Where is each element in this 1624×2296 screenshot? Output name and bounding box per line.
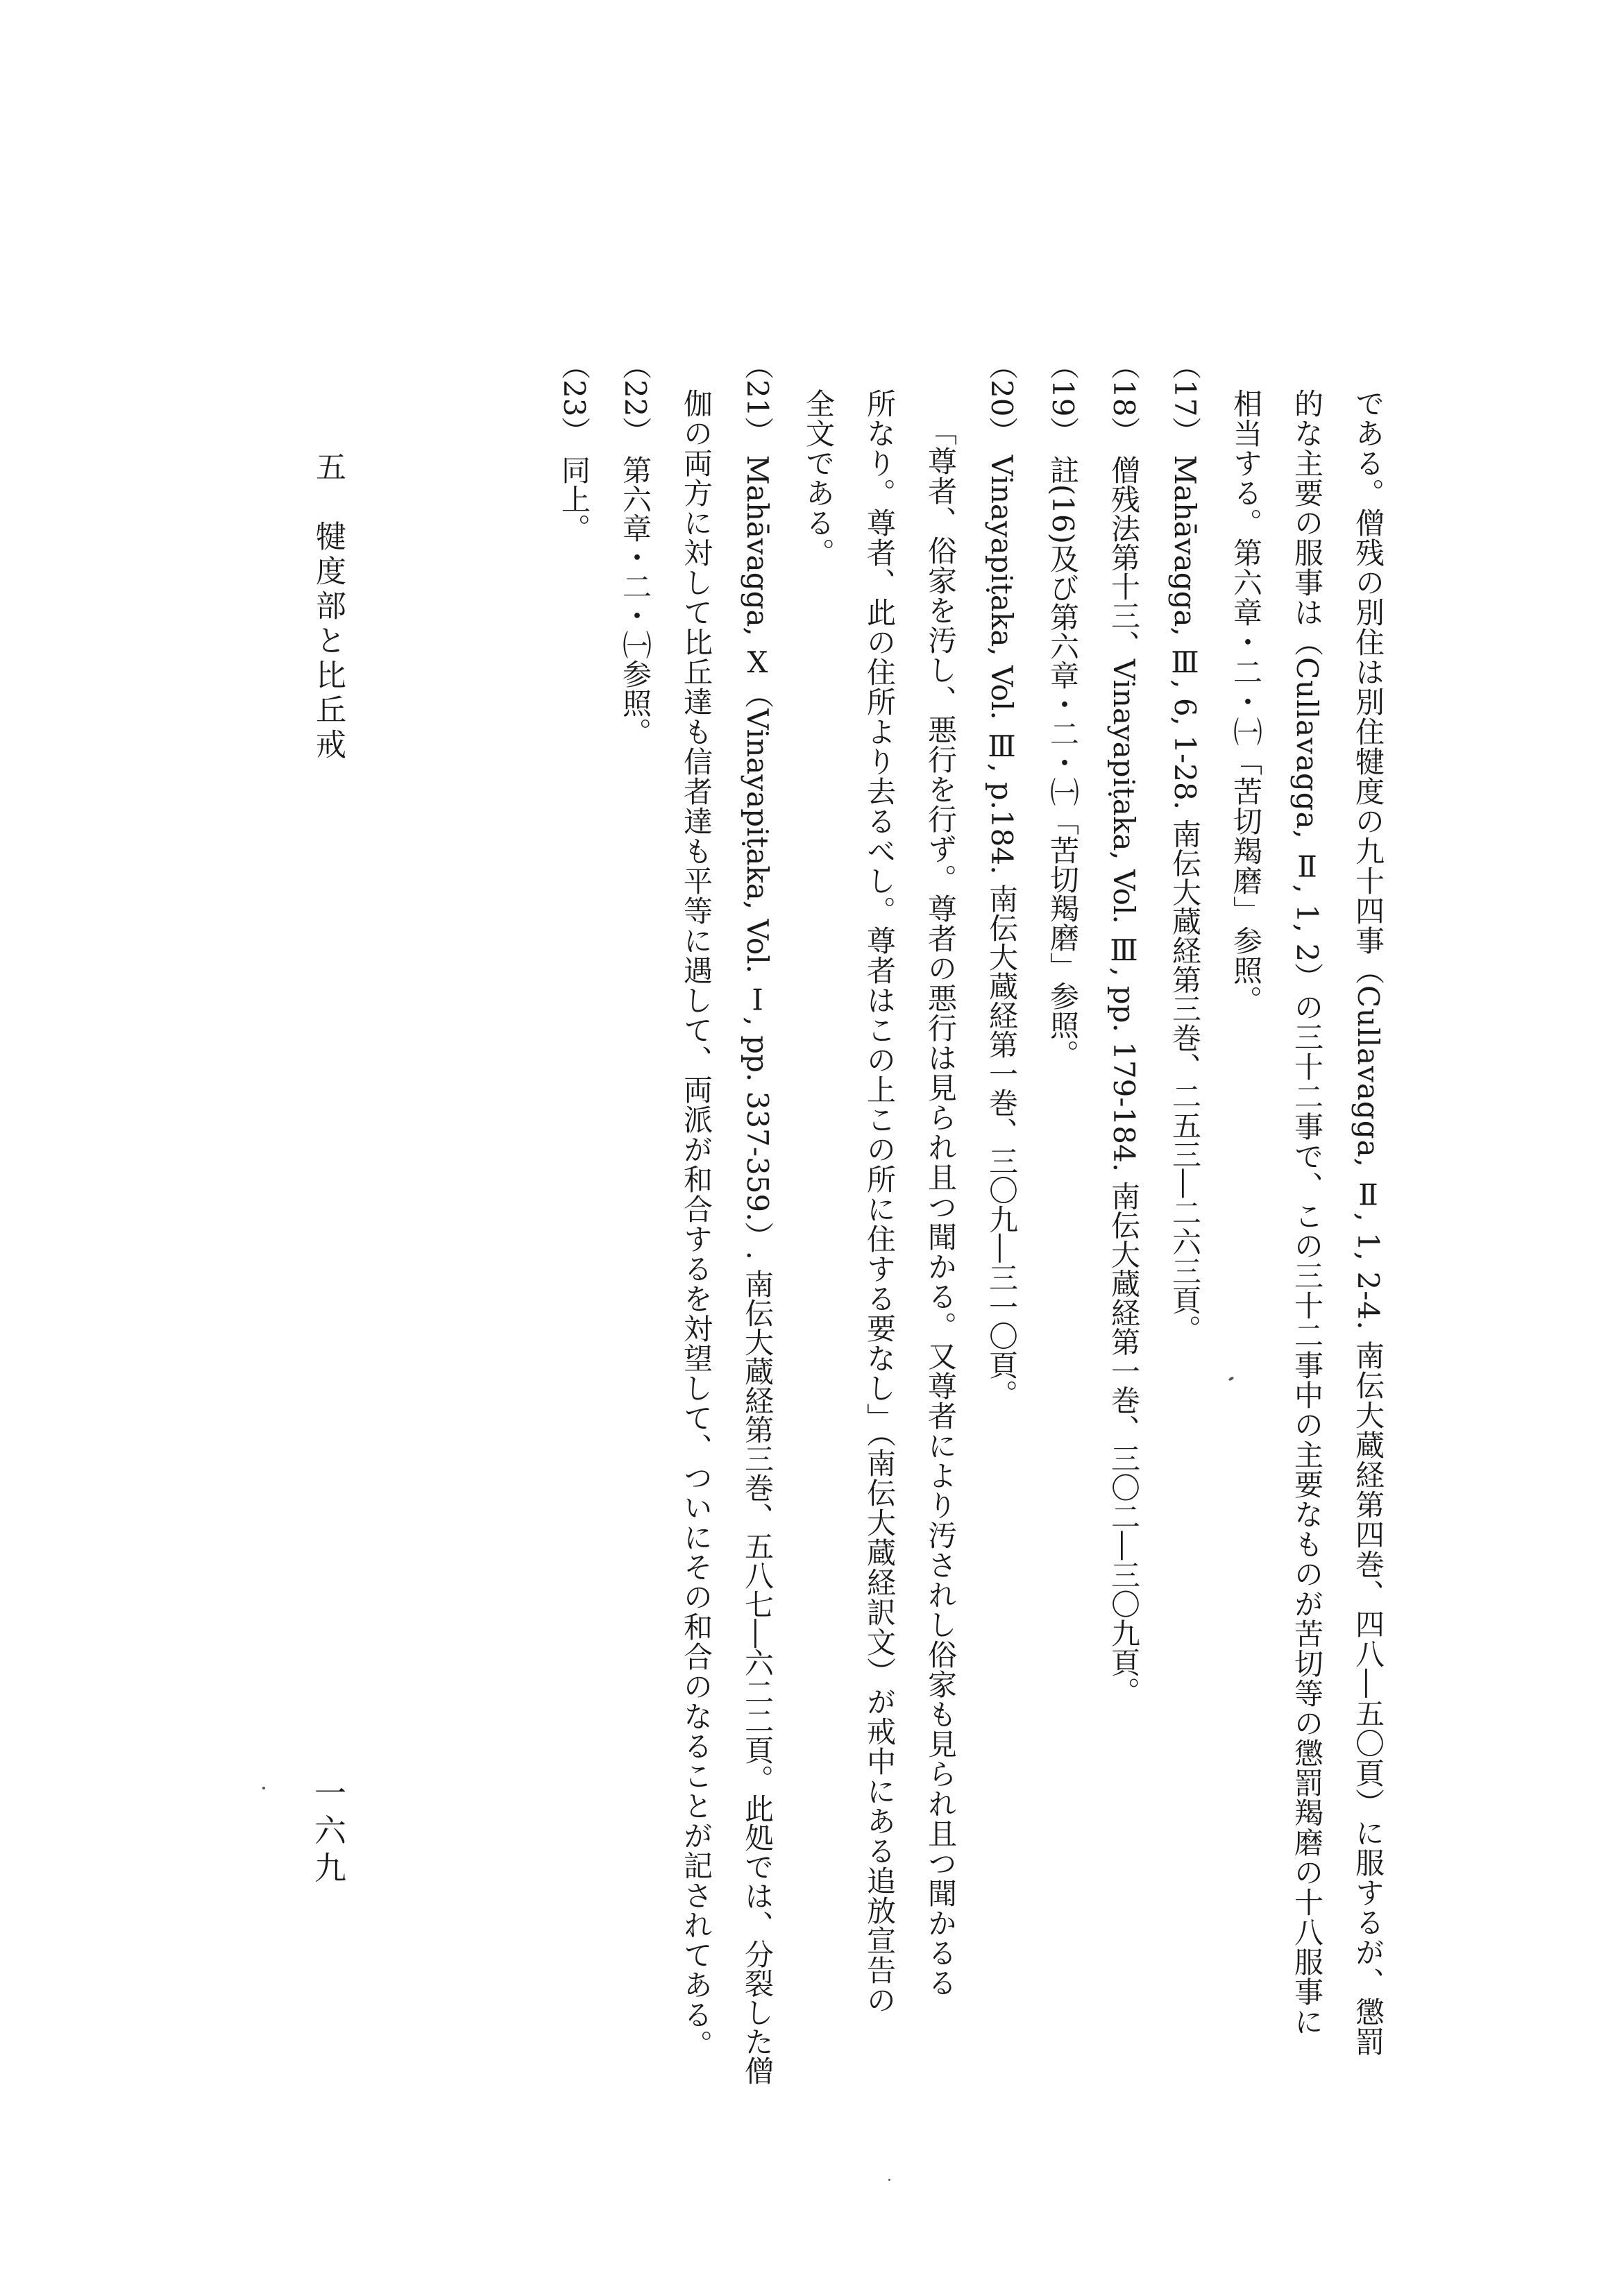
scan-speck [262, 1787, 265, 1789]
note-21: （21） Mahāvagga, Ⅹ（Vinayapiṭaka, Vol. Ⅰ, pp. 337-359.）. 南伝大蔵経第三巻、五八七―六二二頁。此処では、分裂した僧 [741, 350, 775, 2086]
note-21-cont: 伽の両方に対して比丘達も信者達も平等に遇して、両派が和合するを対望して、ついにその和合のなることが記されてある。 [679, 389, 713, 2059]
note-20-quote-line3: 全文である。 [802, 389, 836, 568]
note-18: （18） 僧残法第十三、Vinayapiṭaka, Vol. Ⅲ, pp. 179-184. 南伝大蔵経第一巻、三〇二―三〇九頁。 [1107, 350, 1141, 1706]
note-22: （22） 第六章・二・㈠参照。 [618, 350, 652, 747]
note-16-cont-line2: 的な主要の服事は（Cullavagga, Ⅱ, 1, 2）の三十二事で、この三十二事中の主要なものが苦切等の懲罰羯磨の十八服事に [1290, 389, 1324, 2037]
note-20-quote-line2: 所なり。尊者、此の住所より去るべし。尊者はこの上この所に住する要なし」（南伝大蔵経訳文）が戒中にある追放宣告の [863, 389, 897, 2015]
scan-speck [888, 2179, 890, 2181]
note-20-quote-line1: 「尊者、俗家を汚し、悪行を行ず。尊者の悪行は見られ且つ聞かる。又尊者により汚されし俗家も見られ且つ聞かるる [924, 416, 958, 1998]
note-19: （19） 註(16)及び第六章・二・㈠「苦切羯磨」参照。 [1046, 350, 1080, 1069]
note-17: （17） Mahāvagga, Ⅲ, 6, 1-28. 南伝大蔵経第三巻、二五三―二六三頁。 [1168, 350, 1202, 1344]
note-20: （20） Vinayapiṭaka, Vol. Ⅲ, p.184. 南伝大蔵経第一巻、三〇九―三一〇頁。 [985, 350, 1019, 1409]
note-23: （23） 同上。 [557, 350, 591, 543]
scan-speck [1228, 1376, 1235, 1381]
note-16-cont-line3: 相当する。第六章・二・㈠「苦切羯磨」参照。 [1229, 389, 1263, 1015]
note-16-cont-line1: である。僧残の別住は別住犍度の九十四事（Cullavagga, Ⅱ, 1, 2-4. 南伝大蔵経第四巻、四八―五〇頁）に服するが、懲罰 [1351, 389, 1385, 2057]
page-number: 一六九 [310, 1776, 347, 1889]
running-head: 五 犍度部と比丘戒 [310, 451, 346, 763]
